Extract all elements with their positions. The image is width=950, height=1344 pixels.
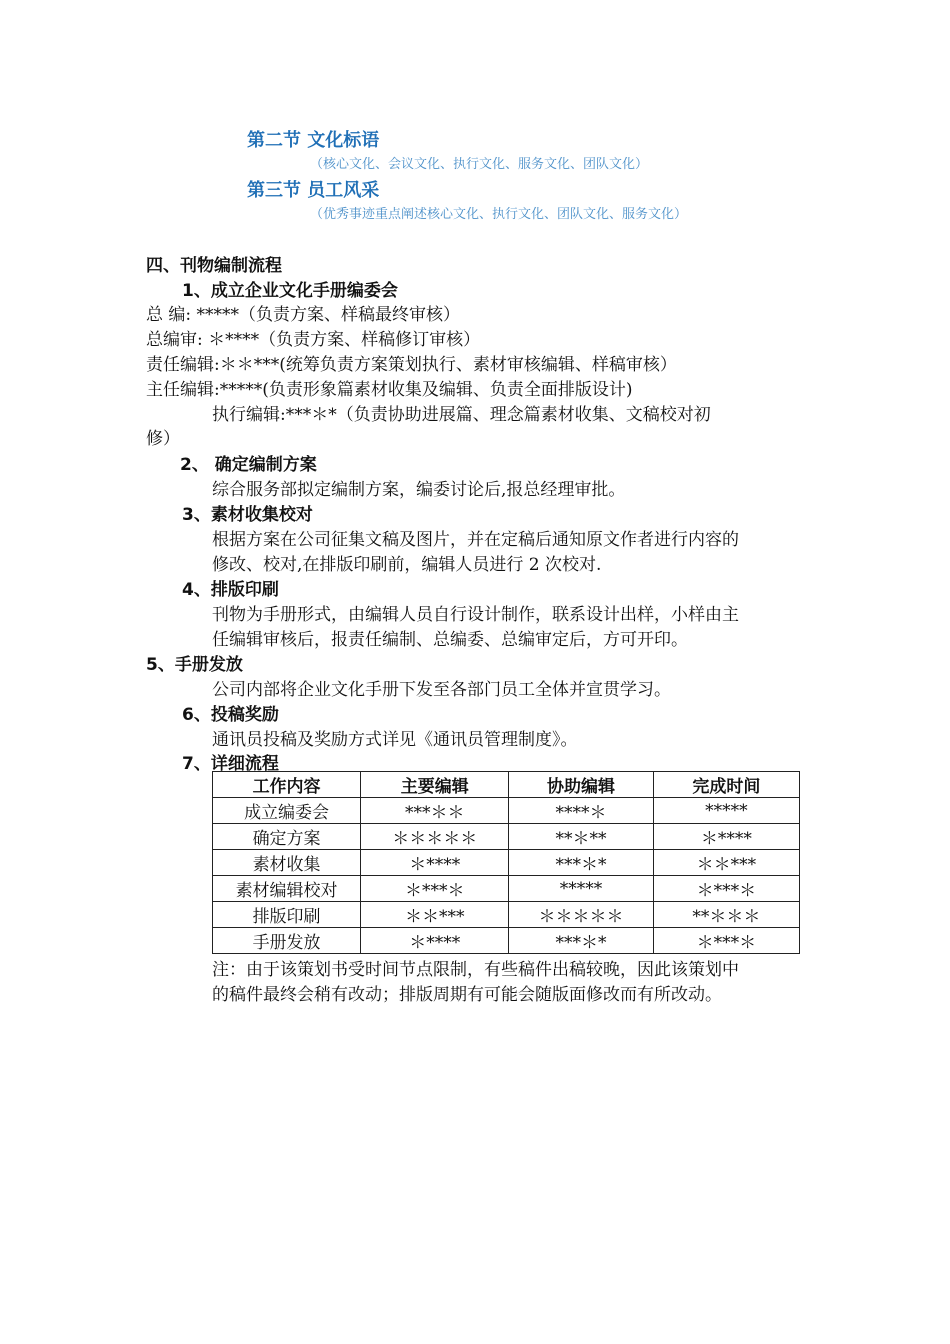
- table-row: [213, 798, 800, 824]
- cell-main: ＊***＊: [361, 876, 509, 902]
- step-3-title: 3、素材收集校对: [182, 505, 313, 525]
- step-5-body: 公司内部将企业文化手册下发至各部门员工全体并宣贯学习。: [212, 680, 671, 700]
- table-header-row: [213, 772, 800, 798]
- cell-time: ＊****: [653, 824, 799, 850]
- editor-review-line: 总编审: ＊****（负责方案、样稿修订审核）: [146, 330, 481, 350]
- table-row: [213, 928, 800, 954]
- step-7-title: 7、详细流程: [182, 754, 279, 774]
- cell-work: 成立编委会: [213, 798, 361, 824]
- flow-table: [212, 771, 800, 954]
- cell-time: ＊***＊: [653, 928, 799, 954]
- table-row: [213, 902, 800, 928]
- header-work: 工作内容: [213, 772, 361, 798]
- cell-main: ＊＊***: [361, 902, 509, 928]
- step-4-body-1: 刊物为手册形式，由编辑人员自行设计制作，联系设计出样，小样由主: [212, 605, 739, 625]
- cell-time: **＊＊＊: [653, 902, 799, 928]
- header-assist-editor: 协助编辑: [509, 772, 653, 798]
- cell-time: *****: [653, 798, 799, 824]
- header-finish-time: 完成时间: [653, 772, 799, 798]
- cell-assist: ****＊: [509, 798, 653, 824]
- cell-main: ***＊＊: [361, 798, 509, 824]
- step-6-body: 通讯员投稿及奖励方式详见《通讯员管理制度》。: [212, 730, 578, 750]
- cell-assist: *****: [509, 876, 653, 902]
- cell-assist: **＊**: [509, 824, 653, 850]
- cell-work: 素材编辑校对: [213, 876, 361, 902]
- step-3-body-1: 根据方案在公司征集文稿及图片，并在定稿后通知原文作者进行内容的: [212, 530, 739, 550]
- editor-exec-line: 执行编辑:***＊*（负责协助进展篇、理念篇素材收集、文稿校对初: [212, 405, 711, 425]
- section-4-title: 四、刊物编制流程: [146, 256, 282, 276]
- editor-chief-line: 总 编: *****（负责方案、样稿最终审核）: [146, 305, 461, 325]
- table-row: [213, 850, 800, 876]
- cell-main: ＊＊＊＊＊: [361, 824, 509, 850]
- note-line-1: 注：由于该策划书受时间节点限制，有些稿件出稿较晚，因此该策划中: [212, 960, 739, 980]
- section-title-2: 第二节 文化标语: [247, 130, 380, 151]
- step-4-title: 4、排版印刷: [182, 580, 279, 600]
- section-subtitle-2: （核心文化、会议文化、执行文化、服务文化、团队文化）: [310, 157, 649, 172]
- cell-main: ＊****: [361, 850, 509, 876]
- cell-time: ＊＊***: [653, 850, 799, 876]
- section-subtitle-3: （优秀事迹重点阐述核心文化、执行文化、团队文化、服务文化）: [310, 207, 688, 222]
- cell-work: 素材收集: [213, 850, 361, 876]
- step-1-title: 1、成立企业文化手册编委会: [182, 281, 398, 301]
- editor-exec-line-cont: 修）: [146, 429, 180, 449]
- step-4-body-2: 任编辑审核后，报责任编制、总编委、总编审定后，方可开印。: [212, 630, 688, 650]
- cell-time: ＊***＊: [653, 876, 799, 902]
- note-line-2: 的稿件最终会稍有改动；排版周期有可能会随版面修改而有所改动。: [212, 985, 722, 1005]
- step-2-title: 2、 确定编制方案: [180, 455, 317, 475]
- cell-work: 手册发放: [213, 928, 361, 954]
- cell-work: 确定方案: [213, 824, 361, 850]
- cell-assist: ***＊*: [509, 850, 653, 876]
- step-5-title: 5、手册发放: [146, 655, 243, 675]
- step-2-body: 综合服务部拟定编制方案，编委讨论后,报总经理审批。: [212, 480, 626, 500]
- table-row: [213, 824, 800, 850]
- step-3-body-2: 修改、校对,在排版印刷前，编辑人员进行 2 次校对.: [212, 555, 602, 575]
- table-row: [213, 876, 800, 902]
- cell-main: ＊****: [361, 928, 509, 954]
- section-title-3: 第三节 员工风采: [247, 180, 380, 201]
- cell-work: 排版印刷: [213, 902, 361, 928]
- cell-assist: ***＊*: [509, 928, 653, 954]
- step-6-title: 6、投稿奖励: [182, 705, 279, 725]
- cell-assist: ＊＊＊＊＊: [509, 902, 653, 928]
- editor-director-line: 主任编辑:*****(负责形象篇素材收集及编辑、负责全面排版设计): [146, 380, 633, 400]
- editor-responsible-line: 责任编辑:＊＊***(统筹负责方案策划执行、素材审核编辑、样稿审核）: [146, 355, 677, 375]
- header-main-editor: 主要编辑: [361, 772, 509, 798]
